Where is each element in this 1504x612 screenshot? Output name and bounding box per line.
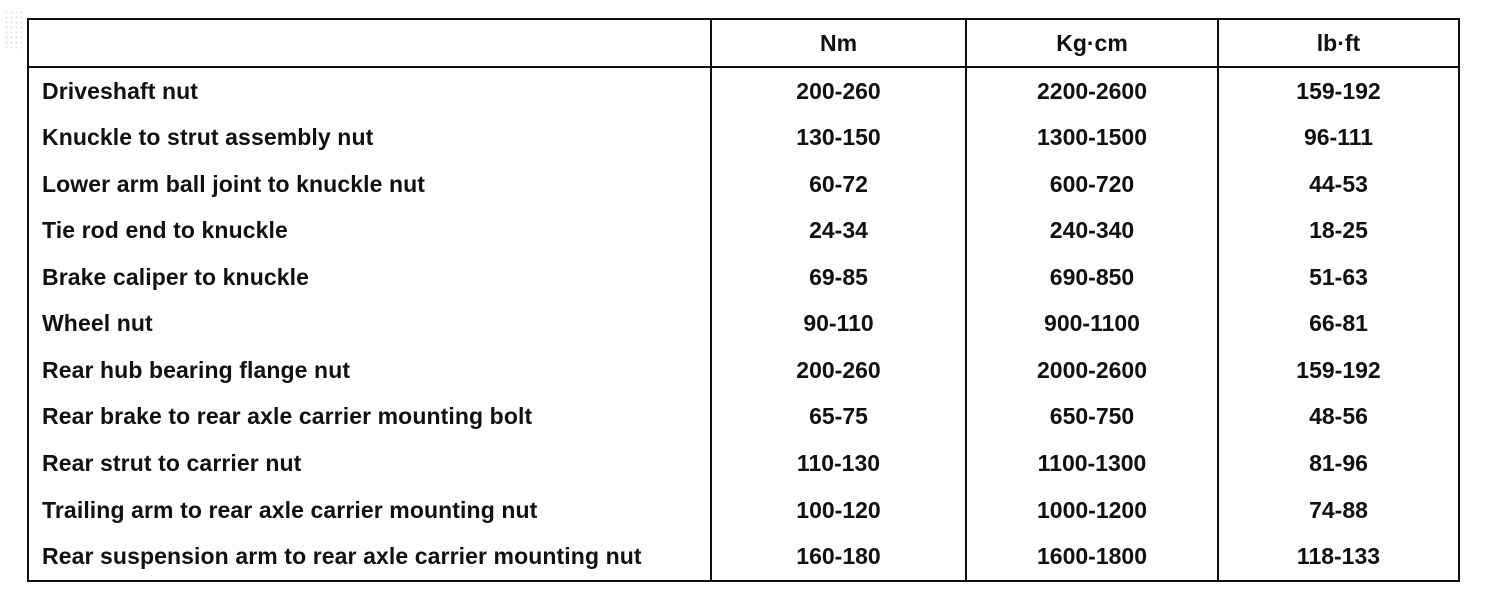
nm-cell: 160-180 bbox=[711, 533, 966, 581]
item-cell: Wheel nut bbox=[42, 310, 153, 337]
kgcm-cell: 1000-1200 bbox=[966, 487, 1218, 534]
torque-spec-table bbox=[27, 18, 1460, 582]
lbft-cell: 18-25 bbox=[1218, 208, 1459, 255]
nm-cell: 200-260 bbox=[711, 347, 966, 394]
header-kgcm: Kg·cm bbox=[966, 19, 1218, 67]
lbft-cell: 44-53 bbox=[1218, 161, 1459, 208]
nm-cell: 69-85 bbox=[711, 254, 966, 301]
table-row bbox=[28, 301, 1459, 348]
header-lbft: lb·ft bbox=[1218, 19, 1459, 67]
kgcm-cell: 600-720 bbox=[966, 161, 1218, 208]
kgcm-cell: 2000-2600 bbox=[966, 347, 1218, 394]
header-nm: Nm bbox=[711, 19, 966, 67]
table-row bbox=[28, 487, 1459, 534]
lbft-cell: 74-88 bbox=[1218, 487, 1459, 534]
nm-cell: 200-260 bbox=[711, 67, 966, 115]
table-row bbox=[28, 67, 1459, 115]
nm-cell: 130-150 bbox=[711, 115, 966, 162]
kgcm-cell: 1600-1800 bbox=[966, 533, 1218, 581]
item-cell: Driveshaft nut bbox=[42, 77, 199, 104]
nm-cell: 60-72 bbox=[711, 161, 966, 208]
table-row bbox=[28, 254, 1459, 301]
header-row bbox=[28, 19, 1459, 67]
item-cell: Tie rod end to knuckle bbox=[42, 217, 288, 244]
nm-cell: 24-34 bbox=[711, 208, 966, 255]
kgcm-cell: 1300-1500 bbox=[966, 115, 1218, 162]
kgcm-cell: 690-850 bbox=[966, 254, 1218, 301]
table-row bbox=[28, 440, 1459, 487]
item-cell: Lower arm ball joint to knuckle nut bbox=[42, 170, 426, 197]
lbft-cell: 51-63 bbox=[1218, 254, 1459, 301]
table-row bbox=[28, 208, 1459, 255]
item-cell: Rear hub bearing flange nut bbox=[42, 356, 351, 383]
kgcm-cell: 2200-2600 bbox=[966, 67, 1218, 115]
kgcm-cell: 240-340 bbox=[966, 208, 1218, 255]
lbft-cell: 81-96 bbox=[1218, 440, 1459, 487]
lbft-cell: 159-192 bbox=[1218, 67, 1459, 115]
item-cell: Trailing arm to rear axle carrier mounting nut bbox=[42, 496, 538, 523]
lbft-cell: 118-133 bbox=[1218, 533, 1459, 581]
table-row bbox=[28, 161, 1459, 208]
lbft-cell: 66-81 bbox=[1218, 301, 1459, 348]
nm-cell: 65-75 bbox=[711, 394, 966, 441]
table-row bbox=[28, 347, 1459, 394]
table-row bbox=[28, 394, 1459, 441]
item-cell: Rear strut to carrier nut bbox=[42, 450, 302, 477]
item-cell: Knuckle to strut assembly nut bbox=[42, 124, 374, 151]
table-row bbox=[28, 115, 1459, 162]
item-cell: Brake caliper to knuckle bbox=[42, 263, 310, 290]
kgcm-cell: 650-750 bbox=[966, 394, 1218, 441]
lbft-cell: 159-192 bbox=[1218, 347, 1459, 394]
item-cell: Rear brake to rear axle carrier mounting bolt bbox=[42, 403, 533, 430]
header-item bbox=[28, 19, 711, 67]
table-row bbox=[28, 533, 1459, 581]
nm-cell: 90-110 bbox=[711, 301, 966, 348]
nm-cell: 110-130 bbox=[711, 440, 966, 487]
lbft-cell: 48-56 bbox=[1218, 394, 1459, 441]
lbft-cell: 96-111 bbox=[1218, 115, 1459, 162]
kgcm-cell: 1100-1300 bbox=[966, 440, 1218, 487]
scan-speckle bbox=[4, 10, 22, 50]
item-cell: Rear suspension arm to rear axle carrier mounting nut bbox=[42, 543, 642, 570]
nm-cell: 100-120 bbox=[711, 487, 966, 534]
kgcm-cell: 900-1100 bbox=[966, 301, 1218, 348]
